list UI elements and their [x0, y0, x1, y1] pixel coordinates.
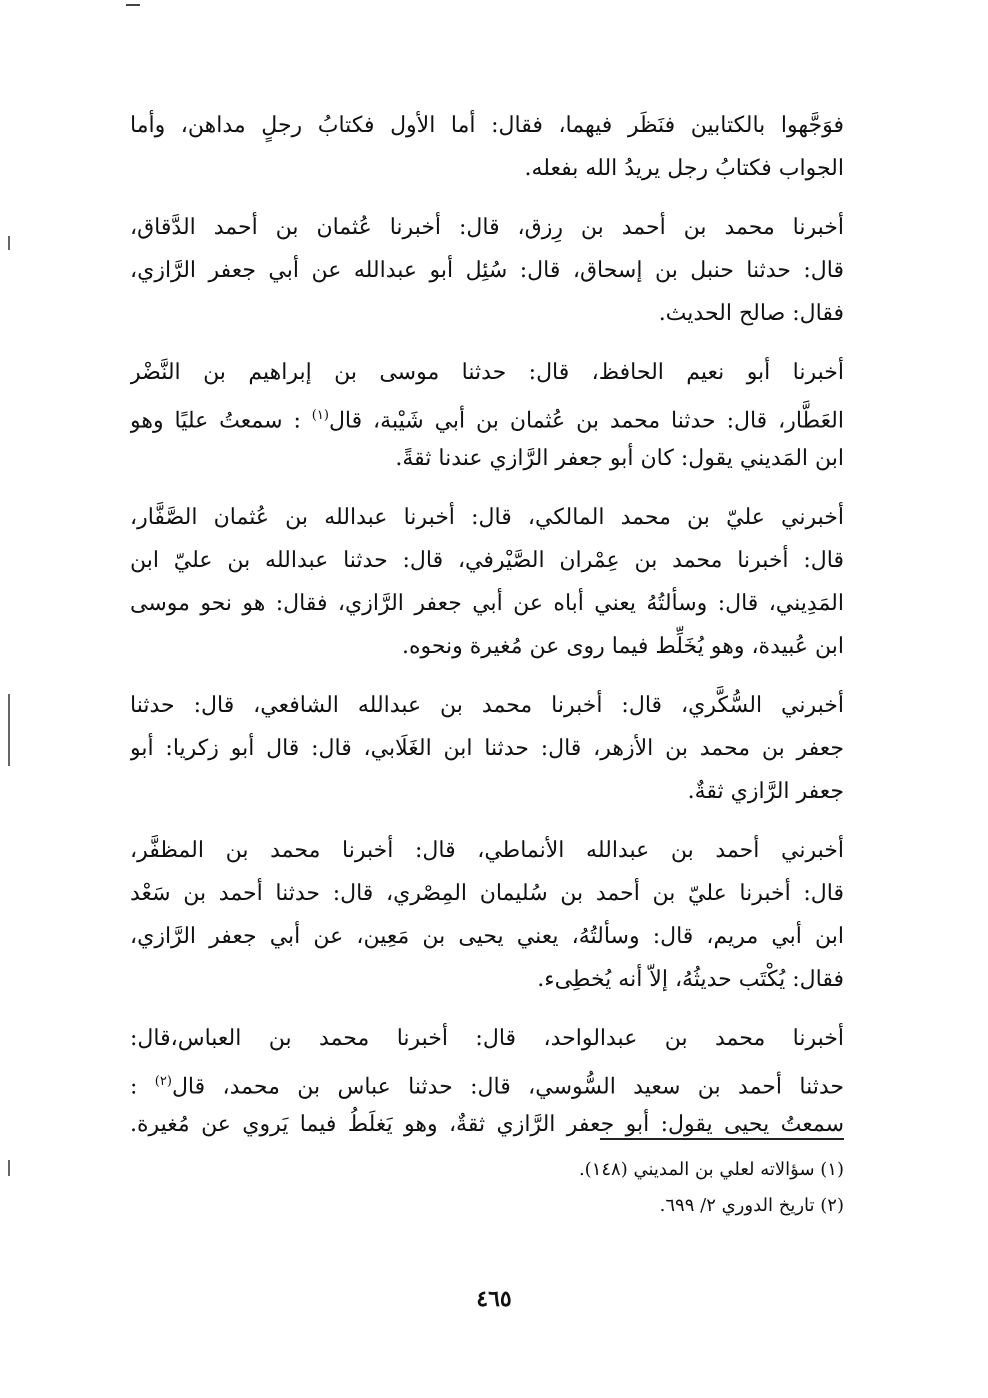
- text-line: [130, 1060, 844, 1103]
- text-line: الجواب فكتابُ رجل يريدُ الله بفعله.: [524, 156, 844, 181]
- text-segment: حدثنا أحمد بن سعيد السُّوسي، قال: حدثنا عباس بن محمد، قال: [171, 1074, 844, 1100]
- text-line: سمعتُ يحيى يقول: أبو جعفر الرَّازي ثقةٌ، وهو يَغلَطُ فيما يَروي عن مُغيرة.: [130, 1112, 844, 1137]
- text-line: ابن أبي مريم، قال: وسألتُهُ، يعني يحيى بن مَعِين، عن أبي جعفر الرَّازي،: [130, 924, 844, 949]
- footnote: (١) سؤالاته لعلي بن المديني (١٤٨).: [578, 1159, 844, 1180]
- text-line: فقال: صالح الحديث.: [658, 301, 844, 326]
- text-line: جعفر بن محمد بن الأزهر، قال: حدثنا ابن الغَلَابي، قال: قال أبو زكريا: أبو: [130, 736, 844, 761]
- text-line: فقال: يُكْتَب حديثُهُ، إلاّ أنه يُخطِىء.: [537, 967, 844, 992]
- text-line: قال: أخبرنا عليّ بن أحمد بن سُليمان المِصْري، قال: حدثنا أحمد بن سَعْد: [130, 881, 844, 906]
- text-line: جعفر الرَّازي ثقةٌ.: [687, 779, 844, 804]
- scan-margin-mark: [8, 694, 10, 766]
- text-line: أخبرني عليّ بن محمد المالكي، قال: أخبرنا عبدالله بن عُثمان الصَّفَّار،: [130, 505, 844, 530]
- paragraph: [130, 104, 844, 190]
- footnote-ref: (١): [311, 408, 329, 423]
- page-number: ٤٦٥: [476, 1286, 512, 1312]
- text-line: فوَجَّهوا بالكتابين فنَظَر فيهما، فقال: أما الأول فكتابُ رجلٍ مداهن، وأما: [130, 113, 844, 138]
- text-segment: : سمعتُ عليًا وهو: [130, 408, 301, 434]
- paragraph: [130, 351, 844, 480]
- paragraph: [130, 829, 844, 1001]
- footnote: (٢) تاريخ الدوري ٢/ ٦٩٩.: [659, 1195, 844, 1216]
- text-line: ابن المَديني يقول: كان أبو جعفر الرَّازي عندنا ثقةً.: [395, 446, 844, 471]
- footnotes: [300, 1152, 844, 1224]
- text-line: ابن عُبيدة، وهو يُخَلِّط فيما روى عن مُغيرة ونحوه.: [401, 634, 844, 659]
- paragraph: [130, 1017, 844, 1146]
- text-segment: العَطَّار، قال: حدثنا محمد بن عُثمان بن أبي شَيْبة، قال: [328, 408, 844, 434]
- text-line: أخبرني السُّكَّري، قال: أخبرنا محمد بن عبدالله الشافعي، قال: حدثنا: [130, 693, 844, 718]
- paragraph: [130, 496, 844, 668]
- text-line: أخبرنا محمد بن عبدالواحد، قال: أخبرنا محمد بن العباس،قال:: [130, 1026, 844, 1051]
- scan-margin-mark: [8, 236, 10, 250]
- text-line: أخبرنا أبو نعيم الحافظ، قال: حدثنا موسى بن إبراهيم بن النَّضْر: [130, 360, 844, 385]
- text-segment: :: [130, 1074, 138, 1100]
- scan-mark: [126, 4, 140, 6]
- text-line: قال: أخبرنا محمد بن عِمْران الصَّيْرفي، قال: حدثنا عبدالله بن عليّ ابن: [130, 548, 844, 573]
- text-line: أخبرنا محمد بن أحمد بن رِزق، قال: أخبرنا عُثمان بن أحمد الدَّقاق،: [130, 215, 844, 240]
- paragraph: [130, 206, 844, 335]
- main-text: [130, 104, 844, 1162]
- text-line: [130, 394, 844, 437]
- text-line: أخبرني أحمد بن عبدالله الأنماطي، قال: أخبرنا محمد بن المظفَّر،: [130, 838, 844, 863]
- paragraph: [130, 684, 844, 813]
- footnote-divider: [600, 1138, 844, 1140]
- footnote-ref: (٢): [154, 1074, 172, 1089]
- scan-margin-mark: [8, 1160, 10, 1176]
- text-line: قال: حدثنا حنبل بن إسحاق، قال: سُئِل أبو عبدالله عن أبي جعفر الرَّازي،: [130, 258, 844, 283]
- text-line: المَدِيني، قال: وسألتُهُ يعني أباه عن أبي جعفر الرَّازي، فقال: هو نحو موسى: [130, 591, 844, 616]
